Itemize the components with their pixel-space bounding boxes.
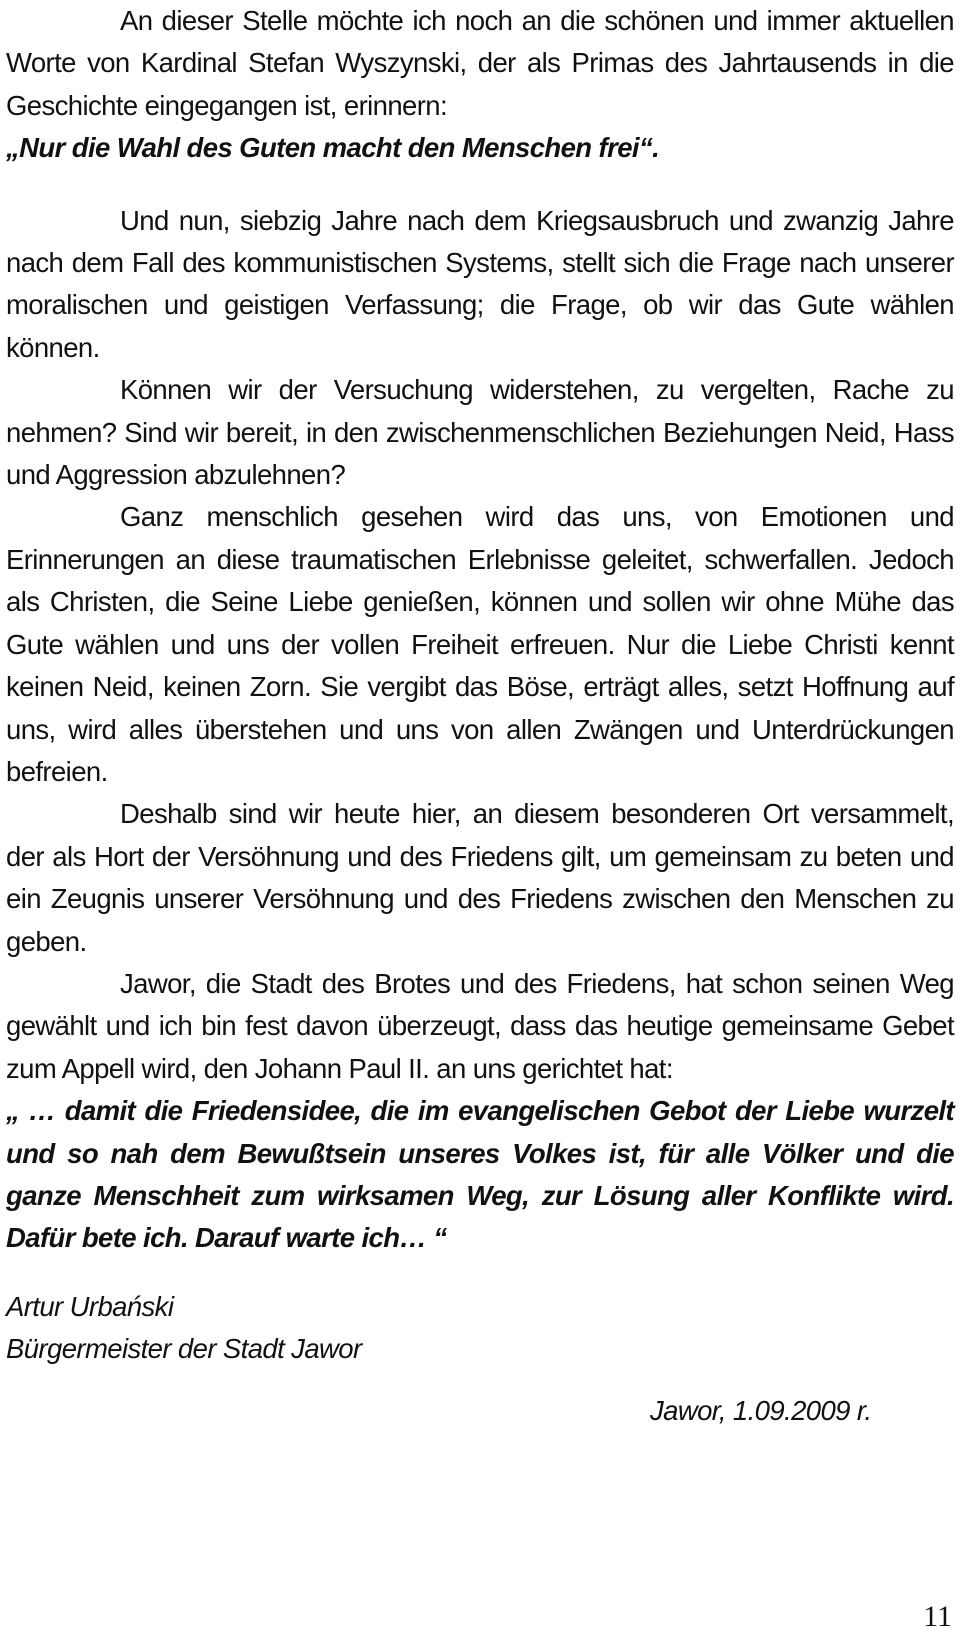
document-date: Jawor, 1.09.2009 r. (650, 1395, 872, 1426)
paragraph-jawor: Jawor, die Stadt des Brotes und des Friedens, hat schon seinen Weg gewählt und ich bin fest davon überzeugt, dass das heutige gemeinsame Gebet zum Appell wird, den Johann Paul II. an uns gerichtet hat: (6, 967, 954, 1084)
spacer (6, 170, 954, 200)
paragraph-question: Und nun, siebzig Jahre nach dem Kriegsausbruch und zwanzig Jahre nach dem Fall des kommunistischen Systems, stellt sich die Frage nach unserer moralischen und geistigen Verfassung; die Frage, ob wir das Gute wählen können. (6, 204, 954, 363)
paragraph-christians: Ganz menschlich gesehen wird das uns, von Emotionen und Erinnerungen an diese traumatischen Erlebnisse geleitet, schwerfallen. Jedoch als Christen, die Seine Liebe genießen, können und sollen wir ohne Mühe das Gute wählen und uns der vollen Freiheit erfreuen. Nur die Liebe Christi kennt keinen Neid, keinen Zorn. Sie vergibt das Böse, erträgt alles, setzt Hoffnung auf uns, wird alles überstehen und uns von allen Zwängen und Unterdrückungen befreien. (6, 501, 954, 787)
signature-name: Artur Urbański (6, 1290, 174, 1322)
paragraph-intro: An dieser Stelle möchte ich noch an die schönen und immer aktuellen Worte von Kardinal Stefan Wyszynski, der als Primas des Jahrtausends in die Geschichte eingegangen ist, erinnern: (6, 5, 954, 121)
page-number: 11 (923, 1600, 952, 1633)
paragraph-gathering: Deshalb sind wir heute hier, an diesem besonderen Ort versammelt, der als Hort der Versöhnung und des Friedens gilt, um gemeinsam zu beten und ein Zeugnis unserer Versöhnung und des Friedens zwischen den Menschen zu geben. (6, 798, 954, 957)
spacer (6, 1260, 954, 1286)
wyszynski-quote: „Nur die Wahl des Guten macht den Menschen frei“. (6, 132, 660, 164)
document-page (6, 0, 954, 1371)
signature-title: Bürgermeister der Stadt Jawor (6, 1333, 362, 1365)
john-paul-quote: „ … damit die Friedensidee, die im evangelischen Gebot der Liebe wurzelt und so nah dem Bewußtsein unseres Volkes ist, für alle Völker und die ganze Menschheit zum wirksamen Weg, zur Lösung aller Konflikte wird. Dafür bete ich. Darauf warte ich… “ (6, 1095, 954, 1254)
paragraph-temptation: Können wir der Versuchung widerstehen, zu vergelten, Rache zu nehmen? Sind wir bereit, in den zwischenmenschlichen Beziehungen Neid, Hass und Aggression abzulehnen? (6, 374, 954, 491)
